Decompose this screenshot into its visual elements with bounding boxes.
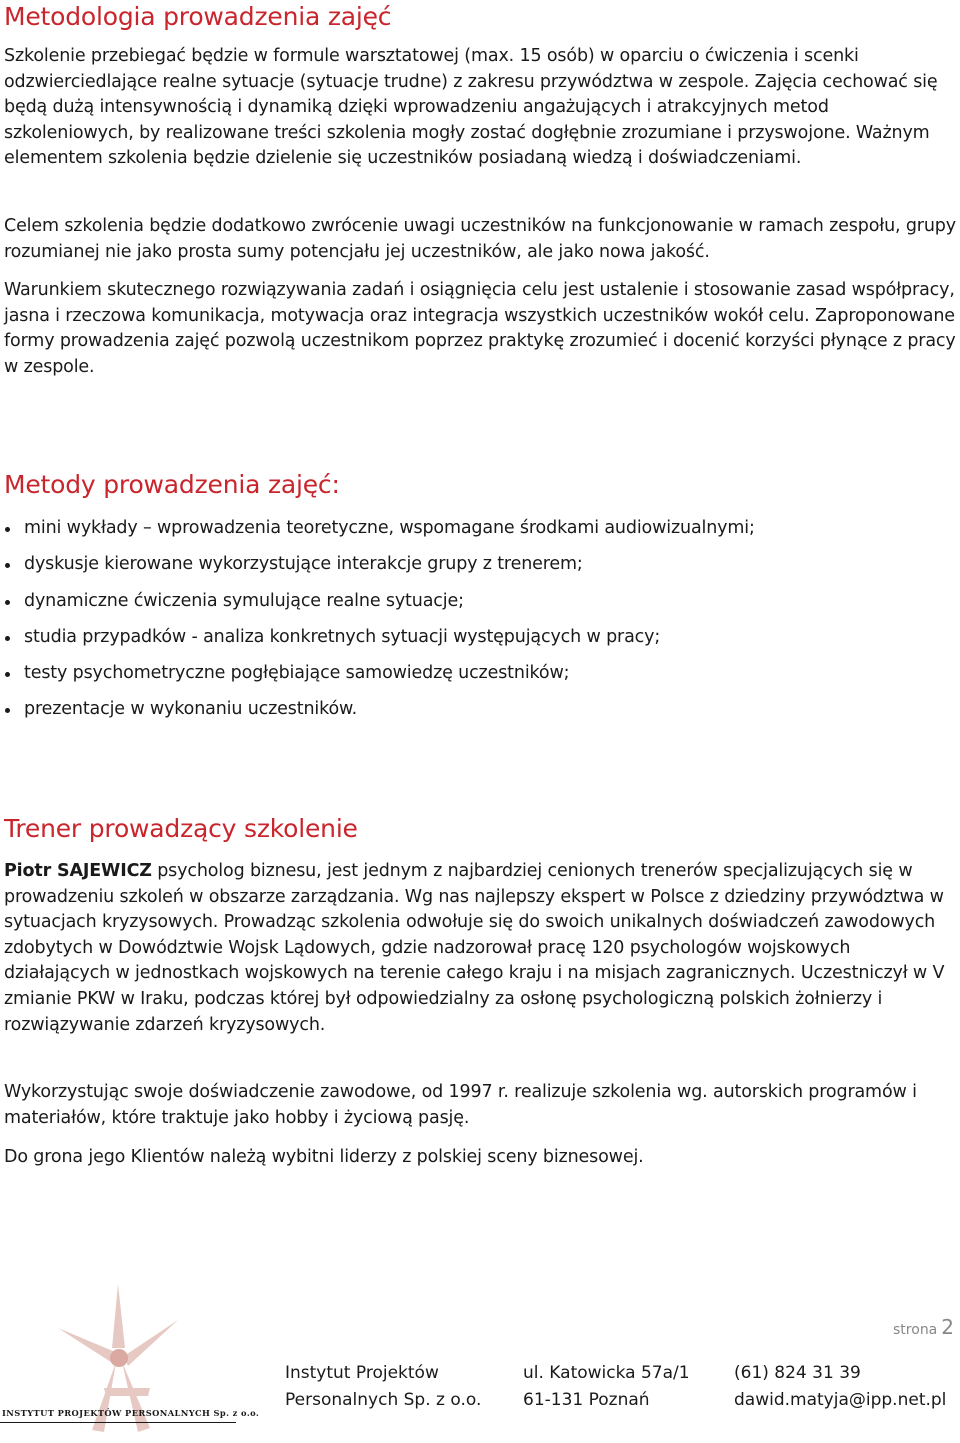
bullet-icon xyxy=(5,636,10,641)
contact-email[interactable]: dawid.matyja@ipp.net.pl xyxy=(734,1390,947,1410)
methodology-body xyxy=(4,44,956,172)
methods-list-container xyxy=(4,516,956,734)
logo-divider xyxy=(0,1422,236,1423)
bullet-icon xyxy=(5,563,10,568)
bullet-icon xyxy=(5,600,10,605)
methods-list xyxy=(4,516,956,734)
trainer-name: Piotr SAJEWICZ xyxy=(4,861,152,881)
footer-company xyxy=(285,1360,481,1414)
methodology-paragraph-2: Celem szkolenia będzie dodatkowo zwrócenie uwagi uczestników na funkcjonowanie w ramach zespołu, grupy rozumianej nie jako prosta sumy potencjału jej uczestników, ale jako nowa jakość. xyxy=(4,216,956,262)
trainer-paragraph-1 xyxy=(4,859,956,1038)
trainer-paragraph-3: Do grona jego Klientów należą wybitni liderzy z polskiej sceny biznesowej. xyxy=(4,1147,644,1167)
section-title-trainer: Trener prowadzący szkolenie xyxy=(4,814,358,843)
trainer-bio xyxy=(4,859,956,1038)
address-street: ul. Katowicka 57a/1 xyxy=(523,1363,690,1383)
page-label: strona xyxy=(893,1322,938,1338)
bullet-icon xyxy=(5,708,10,713)
list-item: dyskusje kierowane wykorzystujące interakcje grupy z trenerem; xyxy=(4,552,956,588)
trainer-paragraph-2: Wykorzystując swoje doświadczenie zawodowe, od 1997 r. realizuje szkolenia wg. autorskich programów i materiałów, które traktuje jako hobby i życiową pasję. xyxy=(4,1082,917,1128)
methodology-paragraph-3: Warunkiem skutecznego rozwiązywania zadań i osiągnięcia celu jest ustalenie i stosowanie zasad współpracy, jasna i rzeczowa komunikacja, motywacja oraz integracja wszystkich uczestników wokół celu. Zaproponowane formy prowadzenia zajęć pozwolą uczestnikom poprzez praktykę zrozumieć i docenić korzyści płynące z pracy w zespole. xyxy=(4,280,956,377)
methodology-body-3 xyxy=(4,278,956,380)
bullet-icon xyxy=(5,527,10,532)
footer-contact xyxy=(734,1360,946,1414)
list-item: dynamiczne ćwiczenia symulujące realne sytuacje; xyxy=(4,589,956,625)
section-title-methods: Metody prowadzenia zajęć: xyxy=(4,470,340,499)
trainer-bio-3 xyxy=(4,1145,956,1171)
address-city: 61-131 Poznań xyxy=(523,1390,650,1410)
company-logo-icon xyxy=(0,1280,240,1443)
page-number xyxy=(893,1315,954,1339)
page-number-value: 2 xyxy=(941,1315,954,1339)
logo-caption: INSTYTUT PROJEKTÓW PERSONALNYCH Sp. z o.o. xyxy=(2,1408,260,1418)
bullet-icon xyxy=(5,672,10,677)
section-title-methodology: Metodologia prowadzenia zajęć xyxy=(4,2,392,31)
list-item: mini wykłady – wprowadzenia teoretyczne, wspomagane środkami audiowizualnymi; xyxy=(4,516,956,552)
company-name-line1: Instytut Projektów xyxy=(285,1363,439,1383)
list-item: studia przypadków - analiza konkretnych sytuacji występujących w pracy; xyxy=(4,625,956,661)
methodology-body-2 xyxy=(4,214,956,265)
company-name-line2: Personalnych Sp. z o.o. xyxy=(285,1390,482,1410)
list-item: prezentacje w wykonaniu uczestników. xyxy=(4,697,956,733)
contact-phone: (61) 824 31 39 xyxy=(734,1363,861,1383)
methodology-paragraph-1: Szkolenie przebiegać będzie w formule warsztatowej (max. 15 osób) w oparciu o ćwiczenia i scenki odzwierciedlające realne sytuacje (sytuacje trudne) z zakresu przywództwa w zespole. Zajęcia cechować się będą dużą intensywnością i dynamiką dzięki wprowadzeniu angażujących i atrakcyjnych metod szkoleniowych, by realizowane treści szkolenia mogły zostać dogłębnie zrozumiane i przyswojone. Ważnym elementem szkolenia będzie dzielenie się uczestników posiadaną wiedzą i doświadczeniami. xyxy=(4,46,938,169)
trainer-bio-2 xyxy=(4,1080,956,1131)
trainer-bio-text: psycholog biznesu, jest jednym z najbardziej cenionych trenerów specjalizujących się w prowadzeniu szkoleń w obszarze zarządzania. Wg nas najlepszy ekspert w Polsce z dziedziny przywództwa w sytuacjach kryzysowych. Prowadząc szkolenia odwołuje się do swoich unikalnych doświadczeń zawodowych zdobytych w Dowództwie Wojsk Lądowych, gdzie nadzorował pracę 120 psychologów wojskowych działających w jednostkach wojskowych na terenie całego kraju i na misjach zagranicznych. Uczestniczył w V zmianie PKW w Iraku, podczas której był odpowiedzialny za osłonę psychologiczną polskich żołnierzy i rozwiązywanie zdarzeń kryzysowych. xyxy=(4,861,945,1035)
list-item: testy psychometryczne pogłębiające samowiedzę uczestników; xyxy=(4,661,956,697)
footer-address xyxy=(523,1360,690,1414)
